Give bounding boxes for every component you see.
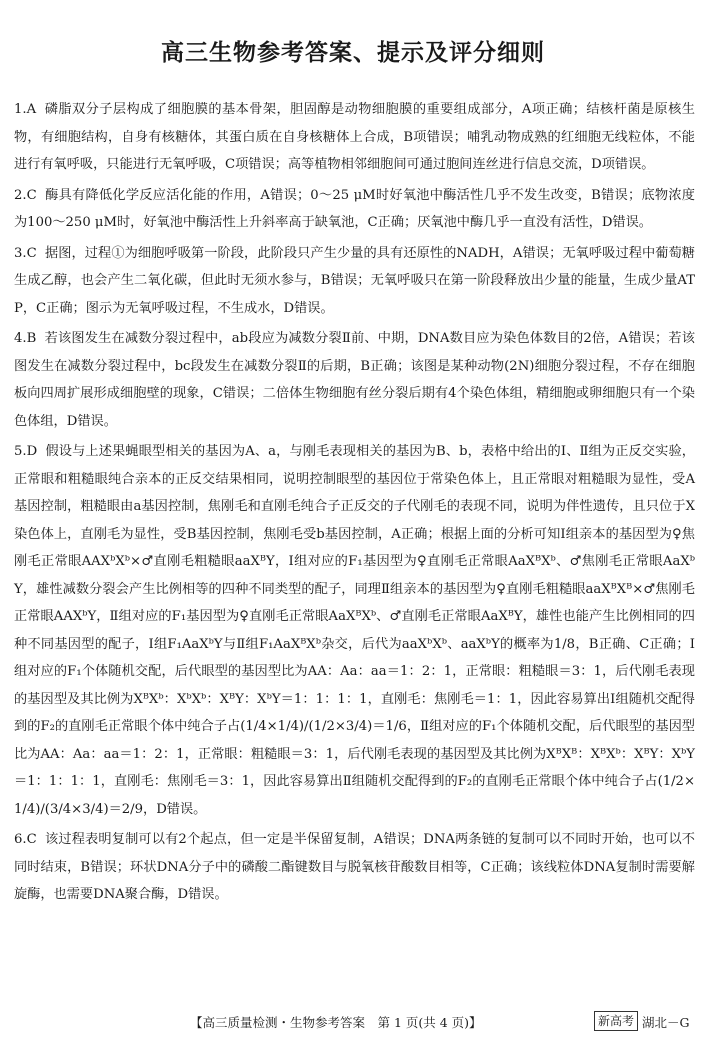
page-footer	[0, 1011, 706, 1033]
exam-badge: 新高考	[594, 1011, 638, 1031]
answer-number: 2.C	[14, 187, 37, 203]
answer-list	[14, 96, 695, 912]
answer-item	[14, 96, 695, 179]
answer-item	[14, 438, 695, 823]
answer-number: 1.A	[14, 102, 37, 117]
answer-number: 4.B	[14, 331, 37, 346]
footer-caption: 【高三质量检测・生物参考答案 第 1 页(共 4 页)】	[190, 1015, 482, 1030]
answer-text: 磷脂双分子层构成了细胞膜的基本骨架，胆固醇是动物细胞膜的重要组成部分，A项正确；结核杆菌是原核生物，有细胞结构，自身有核糖体，其蛋白质在自身核糖体上合成，B项错误；哺乳动物成熟的红细胞无线粒体，不能进行有氧呼吸，只能进行无氧呼吸，C项错误；高等植物相邻细胞间可通过胞间连丝进行信息交流，D项错误。	[14, 102, 695, 172]
answer-text: 酶具有降低化学反应活化能的作用，A错误；0～25 μM时好氧池中酶活性几乎不发生改变，B错误；底物浓度为100～250 μM时，好氧池中酶活性上升斜率高于缺氧池，C正确；厌氧池中酶几乎一直没有活性，D错误。	[14, 187, 695, 230]
page-title: 高三生物参考答案、提示及评分细则	[161, 40, 545, 66]
answer-item	[14, 826, 695, 909]
answer-number: 6.C	[14, 832, 37, 847]
answer-text: 若该图发生在减数分裂过程中，ab段应为减数分裂Ⅱ前、中期，DNA数目应为染色体数目的2倍，A错误；若该图发生在减数分裂过程中，bc段发生在减数分裂Ⅱ的后期，B正确；该图是某种动物(2N)细胞分裂过程，不存在细胞板向四周扩展形成细胞壁的现象，C错误；二倍体生物细胞有丝分裂后期有4个染色体组，精细胞或卵细胞只有一个染色体组，D错误。	[14, 331, 695, 429]
answer-item	[14, 240, 695, 323]
answer-text: 假设与上述果蝇眼型相关的基因为A、a，与刚毛表现相关的基因为B、b，表格中给出的Ⅰ、Ⅱ组为正反交实验，正常眼和粗糙眼纯合亲本的正反交结果相同，说明控制眼型的基因位于常染色体上，且正常眼对粗糙眼为显性，受A基因控制，粗糙眼由a基因控制，焦刚毛和直刚毛纯合子正反交的子代刚毛的表现不同，说明为伴性遗传，且只位于X染色体上，直刚毛为显性，受B基因控制，焦刚毛受b基因控制，A正确；根据上面的分析可知Ⅰ组亲本的基因型为♀焦刚毛正常眼AAXᵇXᵇ×♂直刚毛粗糙眼aaXᴮY，Ⅰ组对应的F₁基因型为♀直刚毛正常眼AaXᴮXᵇ、♂焦刚毛正常眼AaXᵇY，雄性减数分裂会产生比例相等的四种不同类型的配子，同理Ⅱ组亲本的基因型为♀直刚毛粗糙眼aaXᴮXᴮ×♂焦刚毛正常眼AAXᵇY，Ⅱ组对应的F₁基因型为♀直刚毛正常眼AaXᴮXᵇ、♂直刚毛正常眼AaXᴮY，雄性也能产生比例相同的四种不同基因型的配子，Ⅰ组F₁AaXᵇY与Ⅱ组F₁AaXᴮXᵇ杂交，后代为aaXᵇXᵇ、aaXᵇY的概率为1/8，B正确、C正确；Ⅰ组对应的F₁个体随机交配，后代眼型的基因型比为AA：Aa：aa＝1：2：1，正常眼：粗糙眼＝3：1，后代刚毛表现的基因型及其比例为XᴮXᵇ：XᵇXᵇ：XᴮY：XᵇY＝1：1：1：1，直刚毛：焦刚毛＝1：1，因此容易算出Ⅰ组随机交配得到的F₂的直刚毛正常眼个体中纯合子占(1/4×1/4)/(1/2×3/4)＝1/6，Ⅱ组对应的F₁个体随机交配，后代眼型的基因型比为AA：Aa：aa＝1：2：1，正常眼：粗糙眼＝3：1，后代刚毛表现的基因型及其比例为XᴮXᴮ：XᴮXᵇ：XᴮY：XᵇY＝1：1：1：1，直刚毛：焦刚毛＝3：1，因此容易算出Ⅱ组随机交配得到的F₂的直刚毛正常眼个体中纯合子占(1/2×1/4)/(3/4×3/4)＝2/9，D错误。	[14, 444, 695, 817]
region-label: 湖北－G	[642, 1015, 690, 1030]
answer-text: 据图，过程①为细胞呼吸第一阶段，此阶段只产生少量的具有还原性的NADH，A错误；无氧呼吸过程中葡萄糖生成乙醇，也会产生二氧化碳，但此时无须水参与，B错误；无氧呼吸只在第一阶段释放出少量的能量，生成少量ATP，C正确；图示为无氧呼吸过程，不生成水，D错误。	[14, 245, 695, 316]
answer-text: 该过程表明复制可以有2个起点，但一定是半保留复制，A错误；DNA两条链的复制可以不同时开始，也可以不同时结束，B错误；环状DNA分子中的磷酸二酯键数目与脱氧核苷酸数目相等，C正确；该线粒体DNA复制时需要解旋酶，也需要DNA聚合酶，D错误。	[14, 832, 695, 902]
answer-item	[14, 325, 695, 435]
answer-item	[14, 182, 695, 237]
answer-number: 5.D	[14, 444, 38, 459]
answer-number: 3.C	[14, 245, 37, 261]
